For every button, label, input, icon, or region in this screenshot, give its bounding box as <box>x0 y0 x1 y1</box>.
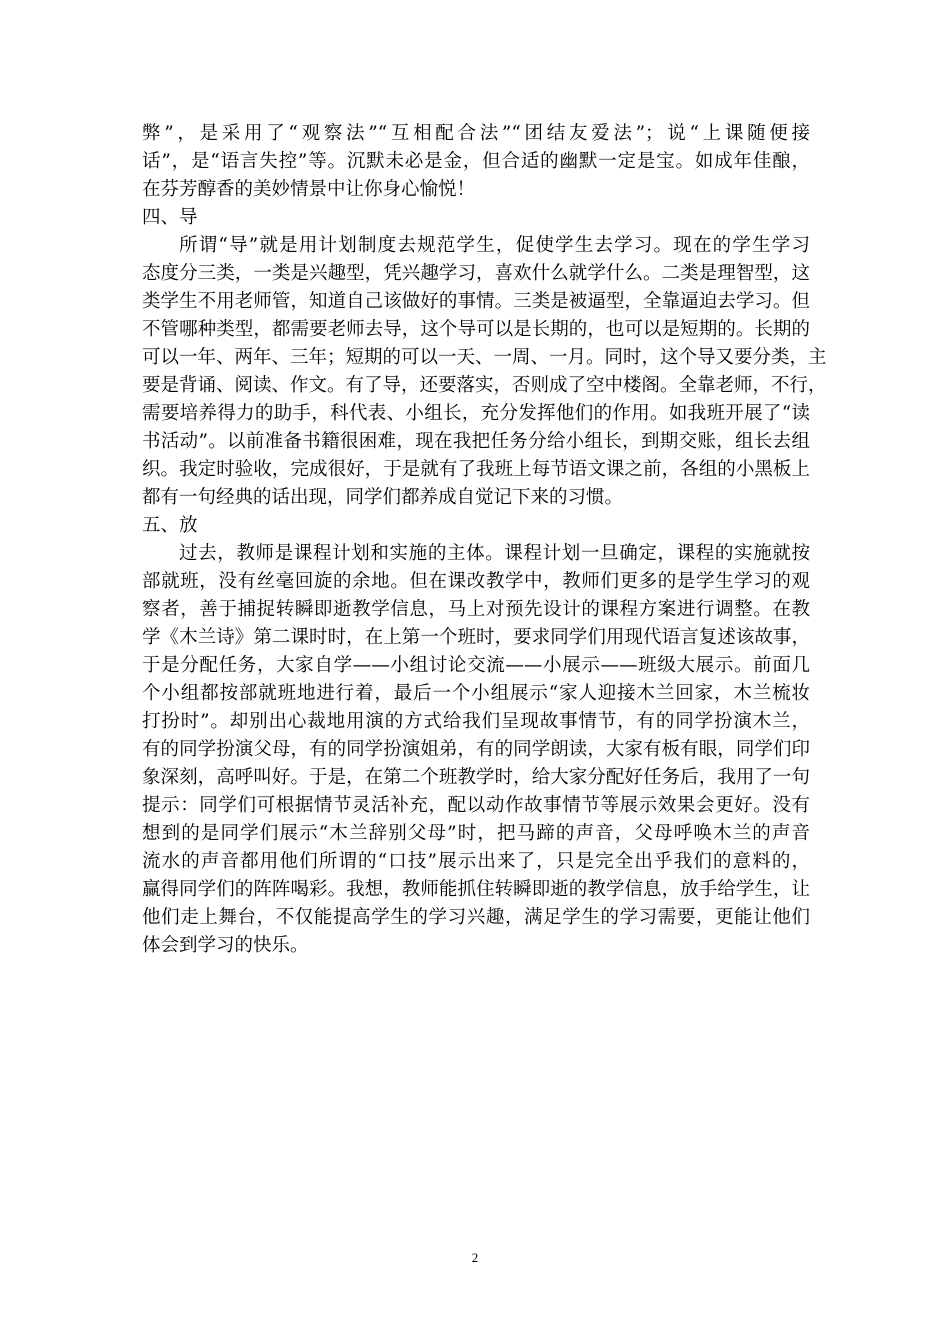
text-line: 赢得同学们的阵阵喝彩。我想，教师能抓住转瞬即逝的教学信息，放手给学生，让 <box>142 879 810 900</box>
text-line: 想到的是同学们展示“木兰辞别父母”时，把马蹄的声音，父母呼唤木兰的声音 <box>142 823 810 844</box>
text-line: 五、放 <box>142 515 198 536</box>
text-line: 织。我定时验收，完成很好，于是就有了我班上每节语文课之前，各组的小黑板上 <box>142 459 810 480</box>
text-line: 察者，善于捕捉转瞬即逝教学信息，马上对预先设计的课程方案进行调整。在教 <box>142 599 810 620</box>
text-line: 弊”，是采用了“观察法”“互相配合法”“团结友爱法”；说“上课随便接 <box>142 123 810 144</box>
text-line: 不管哪种类型，都需要老师去导，这个导可以是长期的，也可以是短期的。长期的 <box>142 319 810 340</box>
text-line: 在芬芳醇香的美妙情景中让你身心愉悦！ <box>142 179 476 200</box>
text-line: 提示：同学们可根据情节灵活补充，配以动作故事情节等展示效果会更好。没有 <box>142 795 810 816</box>
text-line: 话”，是“语言失控”等。沉默未必是金，但合适的幽默一定是宝。如成年佳酿， <box>142 151 810 172</box>
text-line: 需要培养得力的助手，科代表、小组长，充分发挥他们的作用。如我班开展了“读 <box>142 403 810 424</box>
text-line: 所谓“导”就是用计划制度去规范学生，促使学生去学习。现在的学生学习 <box>179 235 810 256</box>
text-line: 有的同学扮演父母，有的同学扮演姐弟，有的同学朗读，大家有板有眼，同学们印 <box>142 739 810 760</box>
text-line: 象深刻，高呼叫好。于是，在第二个班教学时，给大家分配好任务后，我用了一句 <box>142 767 810 788</box>
text-line: 流水的声音都用他们所谓的“口技”展示出来了，只是完全出乎我们的意料的， <box>142 851 810 872</box>
document-body <box>142 120 827 960</box>
text-line: 过去，教师是课程计划和实施的主体。课程计划一旦确定，课程的实施就按 <box>179 543 810 564</box>
text-line: 都有一句经典的话出现，同学们都养成自觉记下来的习惯。 <box>142 487 624 508</box>
text-line: 书活动”。以前准备书籍很困难，现在我把任务分给小组长，到期交账，组长去组 <box>142 431 810 452</box>
text-line: 态度分三类，一类是兴趣型，凭兴趣学习，喜欢什么就学什么。二类是理智型，这 <box>142 263 810 284</box>
text-line: 可以一年、两年、三年；短期的可以一天、一周、一月。同时，这个导又要分类，主 <box>142 347 827 368</box>
text-line: 他们走上舞台，不仅能提高学生的学习兴趣，满足学生的学习需要，更能让他们 <box>142 907 810 928</box>
text-line: 部就班，没有丝毫回旋的余地。但在课改教学中，教师们更多的是学生学习的观 <box>142 571 810 592</box>
page-number: 2 <box>471 1250 479 1265</box>
text-line: 要是背诵、阅读、作文。有了导，还要落实，否则成了空中楼阁。全靠老师，不行， <box>142 375 827 396</box>
text-line: 打扮时”。却别出心裁地用演的方式给我们呈现故事情节，有的同学扮演木兰， <box>142 711 810 732</box>
text-line: 个小组都按部就班地进行着，最后一个小组展示“家人迎接木兰回家，木兰梳妆 <box>142 683 810 704</box>
text-line: 体会到学习的快乐。 <box>142 935 309 956</box>
text-line: 学《木兰诗》第二课时时，在上第一个班时，要求同学们用现代语言复述该故事， <box>142 627 810 648</box>
text-line: 四、导 <box>142 207 198 228</box>
text-line: 于是分配任务，大家自学——小组讨论交流——小展示——班级大展示。前面几 <box>142 655 810 676</box>
text-line: 类学生不用老师管，知道自己该做好的事情。三类是被逼型，全靠逼迫去学习。但 <box>142 291 810 312</box>
